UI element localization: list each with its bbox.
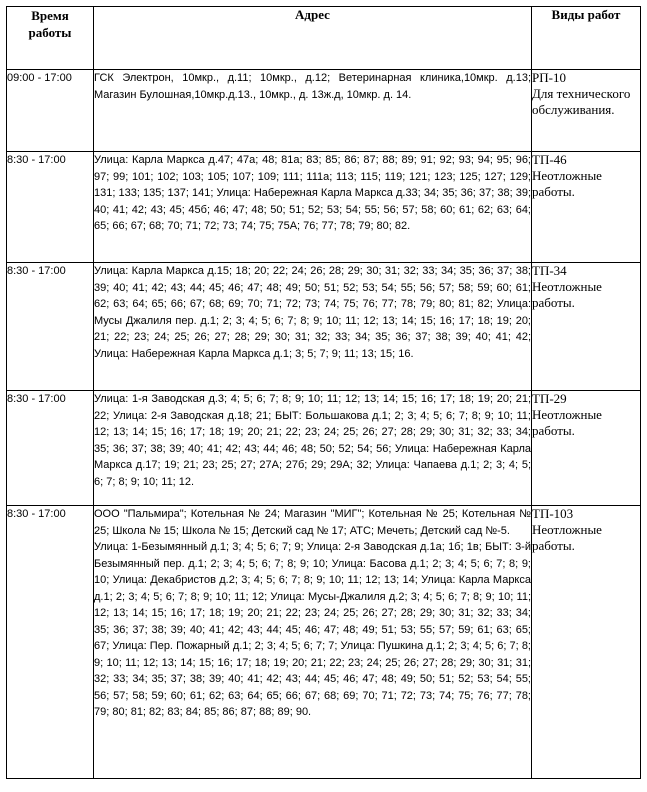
- row-address: [94, 391, 532, 506]
- row-work-type: [532, 152, 641, 263]
- header-time-line-2: работы: [28, 25, 72, 40]
- substation-code: РП-10: [532, 70, 566, 85]
- row-address: [94, 70, 532, 152]
- table-row: [7, 152, 641, 263]
- row-work-type: [532, 263, 641, 391]
- address-paragraph: Улица: 1-Безымянный д.1; 3; 4; 5; 6; 7; 9; Улица: 2-я Заводская д.1а; 1б; 1в; БЫТ: 3-й Безымянный пер. д.1; 2; 3; 4; 5; 6; 7; 8; 9; 10; Улица: Басова д.1; 2; 3; 4; 5; 6; 7; 8; 9; 10; Улица: Декабристов д.2; 3; 4; 5; 6; 7; 8; 9; 10; 11; 12; 13; 14; Улица: Карла Маркса д.1; 2; 3; 4; 5; 6; 7; 8; 9; 10; 11; 12; Улица: Мусы-Джалиля д.2; 3; 4; 5; 6; 7; 8; 9; 10; 11; 12; 13; 14; 15; 16; 17; 18; 19; 20; 21; 22; 23; 24; 25; 26; 27; 28; 29; 30; 31; 32; 33; 34; 35; 36; 37; 38; 39; 40; 41; 42; 43; 44; 45; 46; 47; 48; 49; 51; 53; 55; 57; 59; 61; 63; 65; 67; Улица: Пер. Пожарный д.1; 2; 3; 4; 5; 6; 7; 7; Улица: Пушкина д.1; 2; 3; 4; 5; 6; 7; 8; 9; 10; 11; 12; 13; 14; 15; 16; 17; 18; 19; 20; 21; 22; 23; 24; 25; 26; 27; 28; 29; 30; 31; 31; 32; 33; 34; 35; 37; 38; 39; 40; 41; 42; 43; 44; 45; 46; 47; 48; 49; 50; 51; 52; 53; 54; 55; 56; 57; 58; 59; 60; 61; 62; 63; 64; 65; 66; 67; 68; 69; 70; 71; 72; 73; 74; 75; 76; 77; 78; 79; 80; 81; 82; 83; 84; 85; 86; 87; 88; 89; 90.: [94, 541, 531, 718]
- address-paragraph: Улица: Карла Маркса д.47; 47а; 48; 81а; 83; 85; 86; 87; 88; 89; 91; 92; 93; 94; 95; 96; 97; 99; 101; 102; 103; 105; 107; 109; 111; 111а; 113; 115; 119; 121; 123; 125; 127; 129; 131; 133; 135; 137; 141; Улица: Набережная Карла Маркса д.33; 34; 35; 36; 37; 38; 39; 40; 41; 42; 43; 45; 45б; 46; 47; 48; 50; 51; 52; 53; 54; 55; 56; 57; 58; 60; 61; 62; 63; 64; 65; 66; 67; 68; 70; 71; 72; 73; 74; 75; 75А; 76; 77; 78; 79; 80; 82.: [94, 154, 531, 232]
- work-description: Неотложные работы.: [532, 168, 602, 199]
- header-time: [7, 7, 94, 70]
- row-work-type: [532, 506, 641, 779]
- table-row: [7, 70, 641, 152]
- address-paragraph: ГСК Электрон, 10мкр., д.11; 10мкр., д.12; Ветеринарная клиника,10мкр. д.13; Магазин Булошная,10мкр.д.13., 10мкр., д. 13ж.д, 10мкр. д. 14.: [94, 72, 531, 101]
- address-paragraph: Улица: 1-я Заводская д.3; 4; 5; 6; 7; 8; 9; 10; 11; 12; 13; 14; 15; 16; 17; 18; 19; 20; 21; 22; Улица: 2-я Заводская д.18; 21; БЫТ: Большакова д.1; 2; 3; 4; 5; 6; 7; 8; 9; 10; 11; 12; 13; 14; 15; 16; 17; 18; 19; 20; 21; 22; 23; 24; 25; 26; 27; 28; 29; 30; 31; 32; 33; 34; 35; 36; 37; 38; 39; 40; 41; 42; 43; 44; 46; 48; 50; 52; 54; 56; Улица: Набережная Карла Маркса д.17; 19; 21; 23; 25; 27; 27А; 27б; 29; 29А; 32; Улица: Чапаева д.1; 2; 3; 4; 5; 6; 7; 8; 9; 10; 11; 12.: [94, 393, 531, 488]
- header-row: [7, 7, 641, 70]
- address-paragraph: Улица: Карла Маркса д.15; 18; 20; 22; 24; 26; 28; 29; 30; 31; 32; 33; 34; 35; 36; 37; 38; 39; 40; 41; 42; 43; 44; 45; 46; 47; 48; 49; 50; 51; 52; 53; 54; 55; 56; 57; 58; 59; 60; 61; 62; 63; 64; 65; 66; 67; 68; 69; 70; 71; 72; 73; 74; 75; 76; 77; 78; 79; 80; 81; 82; Улица: Мусы Джалиля пер. д.1; 2; 3; 4; 5; 6; 7; 8; 9; 10; 11; 12; 13; 14; 15; 16; 17; 18; 19; 20; 21; 22; 23; 24; 25; 26; 27; 28; 29; 30; 31; 32; 33; 34; 35; 36; 37; 38; 39; 40; 41; 42; Улица: Набережная Карла Маркса д.1; 3; 5; 7; 9; 11; 13; 15; 16.: [94, 265, 531, 360]
- table-row: [7, 263, 641, 391]
- row-time: 8:30 - 17:00: [7, 263, 94, 391]
- row-time: 09:00 - 17:00: [7, 70, 94, 152]
- table-row: [7, 506, 641, 779]
- row-work-type: [532, 391, 641, 506]
- header-work-type: Виды работ: [532, 7, 641, 70]
- outage-schedule-table: [6, 6, 641, 779]
- row-time: 8:30 - 17:00: [7, 152, 94, 263]
- row-address: [94, 263, 532, 391]
- header-address: Адрес: [94, 7, 532, 70]
- substation-code: ТП-29: [532, 391, 567, 406]
- substation-code: ТП-46: [532, 152, 567, 167]
- work-description: Неотложные работы.: [532, 522, 602, 553]
- header-time-line-1: Время: [31, 8, 69, 23]
- address-paragraph: ООО "Пальмира"; Котельная № 24; Магазин "МИГ"; Котельная № 25; Котельная № 25; Школа № 15; Школа № 15; Детский сад № 17; АТС; Мечеть; Детский сад №-5.: [94, 508, 531, 537]
- table-row: [7, 391, 641, 506]
- row-address: [94, 506, 532, 779]
- work-description: Для технического обслуживания.: [532, 86, 631, 117]
- row-time: 8:30 - 17:00: [7, 391, 94, 506]
- substation-code: ТП-34: [532, 263, 567, 278]
- work-description: Неотложные работы.: [532, 279, 602, 310]
- row-work-type: [532, 70, 641, 152]
- substation-code: ТП-103: [532, 506, 574, 521]
- row-time: 8:30 - 17:00: [7, 506, 94, 779]
- row-address: [94, 152, 532, 263]
- work-description: Неотложные работы.: [532, 407, 602, 438]
